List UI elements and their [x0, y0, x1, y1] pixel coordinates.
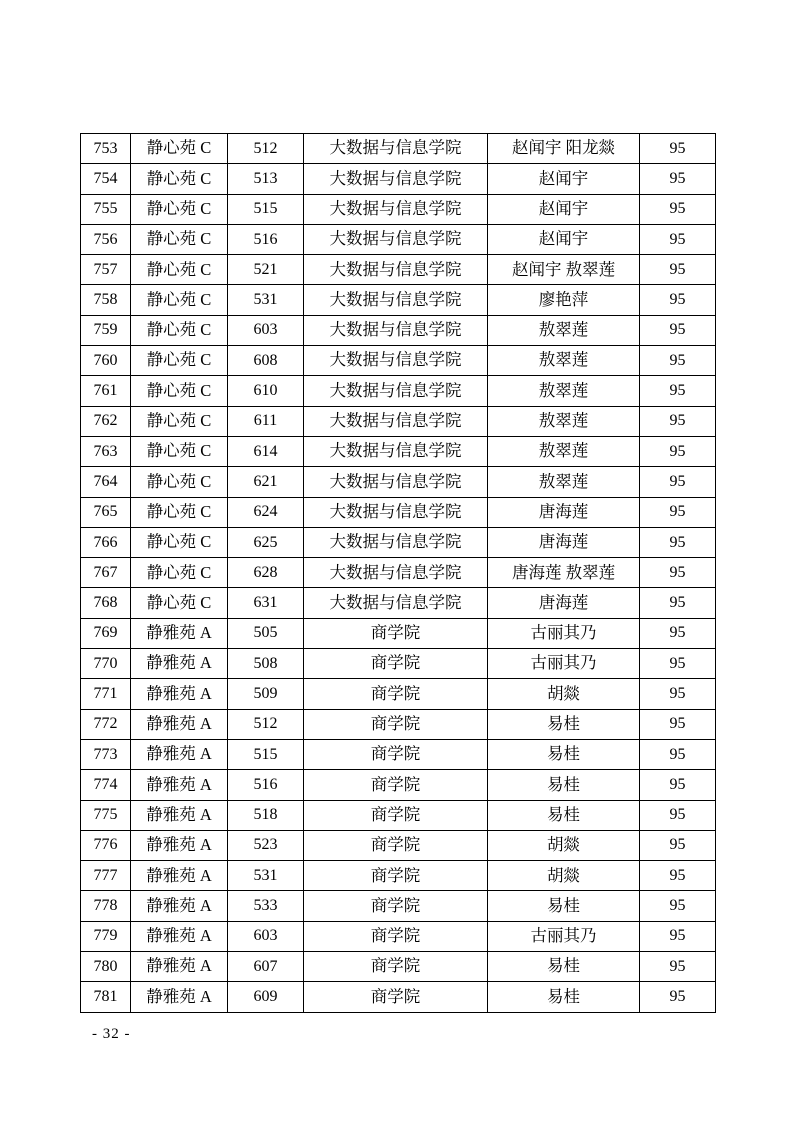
building-cell: 静心苑 C	[131, 406, 228, 436]
responsible-person-cell: 敖翠莲	[488, 346, 640, 376]
responsible-person-cell: 赵闻宇 阳龙燚	[488, 134, 640, 164]
building-cell: 静心苑 C	[131, 164, 228, 194]
building-cell: 静雅苑 A	[131, 709, 228, 739]
responsible-person-cell: 古丽其乃	[488, 649, 640, 679]
room-number-cell: 603	[228, 315, 304, 345]
building-cell: 静雅苑 A	[131, 679, 228, 709]
room-number-cell: 523	[228, 830, 304, 860]
room-number-cell: 608	[228, 346, 304, 376]
score-cell: 95	[640, 618, 716, 648]
responsible-person-cell: 赵闻宇 敖翠莲	[488, 255, 640, 285]
room-number-cell: 509	[228, 679, 304, 709]
room-number-cell: 515	[228, 194, 304, 224]
college-cell: 大数据与信息学院	[304, 315, 488, 345]
score-cell: 95	[640, 406, 716, 436]
building-cell: 静心苑 C	[131, 224, 228, 254]
college-cell: 大数据与信息学院	[304, 285, 488, 315]
row-number-cell: 777	[81, 861, 131, 891]
college-cell: 商学院	[304, 739, 488, 769]
score-cell: 95	[640, 982, 716, 1012]
score-cell: 95	[640, 315, 716, 345]
room-number-cell: 631	[228, 588, 304, 618]
table-row	[81, 315, 716, 345]
dormitory-score-table	[80, 133, 716, 1013]
room-number-cell: 515	[228, 739, 304, 769]
row-number-cell: 759	[81, 315, 131, 345]
responsible-person-cell: 胡燚	[488, 679, 640, 709]
table-row	[81, 952, 716, 982]
table-row	[81, 618, 716, 648]
responsible-person-cell: 敖翠莲	[488, 376, 640, 406]
score-cell: 95	[640, 588, 716, 618]
score-cell: 95	[640, 679, 716, 709]
college-cell: 大数据与信息学院	[304, 255, 488, 285]
row-number-cell: 776	[81, 830, 131, 860]
row-number-cell: 772	[81, 709, 131, 739]
building-cell: 静雅苑 A	[131, 770, 228, 800]
room-number-cell: 531	[228, 285, 304, 315]
college-cell: 商学院	[304, 800, 488, 830]
college-cell: 商学院	[304, 709, 488, 739]
room-number-cell: 609	[228, 982, 304, 1012]
table-row	[81, 739, 716, 769]
building-cell: 静心苑 C	[131, 436, 228, 466]
room-number-cell: 513	[228, 164, 304, 194]
room-number-cell: 512	[228, 709, 304, 739]
row-number-cell: 779	[81, 921, 131, 951]
college-cell: 大数据与信息学院	[304, 558, 488, 588]
table-row	[81, 527, 716, 557]
row-number-cell: 765	[81, 497, 131, 527]
row-number-cell: 768	[81, 588, 131, 618]
building-cell: 静雅苑 A	[131, 952, 228, 982]
row-number-cell: 767	[81, 558, 131, 588]
score-cell: 95	[640, 558, 716, 588]
table-body	[81, 134, 716, 1013]
responsible-person-cell: 易桂	[488, 891, 640, 921]
room-number-cell: 512	[228, 134, 304, 164]
building-cell: 静雅苑 A	[131, 800, 228, 830]
score-cell: 95	[640, 709, 716, 739]
college-cell: 大数据与信息学院	[304, 224, 488, 254]
college-cell: 商学院	[304, 679, 488, 709]
score-cell: 95	[640, 436, 716, 466]
responsible-person-cell: 易桂	[488, 739, 640, 769]
table-row	[81, 709, 716, 739]
responsible-person-cell: 唐海莲 敖翠莲	[488, 558, 640, 588]
table-row	[81, 679, 716, 709]
row-number-cell: 758	[81, 285, 131, 315]
table-row	[81, 830, 716, 860]
row-number-cell: 753	[81, 134, 131, 164]
college-cell: 商学院	[304, 921, 488, 951]
college-cell: 大数据与信息学院	[304, 527, 488, 557]
table-row	[81, 770, 716, 800]
row-number-cell: 769	[81, 618, 131, 648]
score-cell: 95	[640, 164, 716, 194]
table-row	[81, 649, 716, 679]
room-number-cell: 603	[228, 921, 304, 951]
building-cell: 静心苑 C	[131, 527, 228, 557]
responsible-person-cell: 唐海莲	[488, 497, 640, 527]
row-number-cell: 761	[81, 376, 131, 406]
score-cell: 95	[640, 649, 716, 679]
college-cell: 大数据与信息学院	[304, 164, 488, 194]
row-number-cell: 764	[81, 467, 131, 497]
score-cell: 95	[640, 194, 716, 224]
table-row	[81, 224, 716, 254]
row-number-cell: 773	[81, 739, 131, 769]
responsible-person-cell: 敖翠莲	[488, 467, 640, 497]
score-cell: 95	[640, 224, 716, 254]
room-number-cell: 621	[228, 467, 304, 497]
building-cell: 静心苑 C	[131, 588, 228, 618]
room-number-cell: 516	[228, 224, 304, 254]
table-row	[81, 588, 716, 618]
row-number-cell: 754	[81, 164, 131, 194]
responsible-person-cell: 易桂	[488, 709, 640, 739]
table-row	[81, 497, 716, 527]
building-cell: 静雅苑 A	[131, 830, 228, 860]
responsible-person-cell: 易桂	[488, 982, 640, 1012]
table-row	[81, 891, 716, 921]
building-cell: 静雅苑 A	[131, 921, 228, 951]
score-cell: 95	[640, 891, 716, 921]
responsible-person-cell: 易桂	[488, 800, 640, 830]
score-cell: 95	[640, 830, 716, 860]
room-number-cell: 505	[228, 618, 304, 648]
responsible-person-cell: 敖翠莲	[488, 436, 640, 466]
building-cell: 静心苑 C	[131, 255, 228, 285]
score-cell: 95	[640, 285, 716, 315]
score-cell: 95	[640, 497, 716, 527]
table-row	[81, 255, 716, 285]
college-cell: 大数据与信息学院	[304, 376, 488, 406]
table-row	[81, 982, 716, 1012]
score-cell: 95	[640, 800, 716, 830]
building-cell: 静心苑 C	[131, 134, 228, 164]
room-number-cell: 611	[228, 406, 304, 436]
room-number-cell: 508	[228, 649, 304, 679]
score-cell: 95	[640, 527, 716, 557]
college-cell: 商学院	[304, 952, 488, 982]
room-number-cell: 628	[228, 558, 304, 588]
score-cell: 95	[640, 376, 716, 406]
responsible-person-cell: 敖翠莲	[488, 406, 640, 436]
college-cell: 大数据与信息学院	[304, 436, 488, 466]
row-number-cell: 770	[81, 649, 131, 679]
row-number-cell: 760	[81, 346, 131, 376]
building-cell: 静心苑 C	[131, 194, 228, 224]
responsible-person-cell: 敖翠莲	[488, 315, 640, 345]
college-cell: 大数据与信息学院	[304, 346, 488, 376]
row-number-cell: 756	[81, 224, 131, 254]
room-number-cell: 610	[228, 376, 304, 406]
score-cell: 95	[640, 770, 716, 800]
building-cell: 静心苑 C	[131, 497, 228, 527]
responsible-person-cell: 赵闻宇	[488, 164, 640, 194]
score-cell: 95	[640, 861, 716, 891]
college-cell: 商学院	[304, 649, 488, 679]
row-number-cell: 781	[81, 982, 131, 1012]
building-cell: 静雅苑 A	[131, 861, 228, 891]
table-row	[81, 800, 716, 830]
row-number-cell: 771	[81, 679, 131, 709]
room-number-cell: 614	[228, 436, 304, 466]
score-cell: 95	[640, 952, 716, 982]
responsible-person-cell: 易桂	[488, 770, 640, 800]
row-number-cell: 763	[81, 436, 131, 466]
building-cell: 静雅苑 A	[131, 618, 228, 648]
college-cell: 大数据与信息学院	[304, 497, 488, 527]
responsible-person-cell: 易桂	[488, 952, 640, 982]
building-cell: 静心苑 C	[131, 285, 228, 315]
responsible-person-cell: 古丽其乃	[488, 921, 640, 951]
responsible-person-cell: 赵闻宇	[488, 224, 640, 254]
score-cell: 95	[640, 134, 716, 164]
table-row	[81, 921, 716, 951]
page-number: - 32 -	[92, 1026, 131, 1042]
room-number-cell: 521	[228, 255, 304, 285]
row-number-cell: 757	[81, 255, 131, 285]
responsible-person-cell: 古丽其乃	[488, 618, 640, 648]
room-number-cell: 625	[228, 527, 304, 557]
score-cell: 95	[640, 739, 716, 769]
table-row	[81, 467, 716, 497]
room-number-cell: 607	[228, 952, 304, 982]
building-cell: 静雅苑 A	[131, 649, 228, 679]
score-cell: 95	[640, 255, 716, 285]
score-cell: 95	[640, 467, 716, 497]
college-cell: 商学院	[304, 861, 488, 891]
responsible-person-cell: 胡燚	[488, 861, 640, 891]
college-cell: 商学院	[304, 618, 488, 648]
table-row	[81, 194, 716, 224]
building-cell: 静雅苑 A	[131, 739, 228, 769]
responsible-person-cell: 唐海莲	[488, 588, 640, 618]
room-number-cell: 516	[228, 770, 304, 800]
college-cell: 大数据与信息学院	[304, 194, 488, 224]
score-cell: 95	[640, 921, 716, 951]
row-number-cell: 774	[81, 770, 131, 800]
college-cell: 商学院	[304, 982, 488, 1012]
table-row	[81, 346, 716, 376]
building-cell: 静雅苑 A	[131, 982, 228, 1012]
college-cell: 商学院	[304, 830, 488, 860]
college-cell: 大数据与信息学院	[304, 588, 488, 618]
row-number-cell: 775	[81, 800, 131, 830]
table-row	[81, 558, 716, 588]
college-cell: 商学院	[304, 891, 488, 921]
row-number-cell: 755	[81, 194, 131, 224]
room-number-cell: 533	[228, 891, 304, 921]
college-cell: 大数据与信息学院	[304, 406, 488, 436]
row-number-cell: 766	[81, 527, 131, 557]
room-number-cell: 518	[228, 800, 304, 830]
building-cell: 静心苑 C	[131, 315, 228, 345]
table-row	[81, 861, 716, 891]
building-cell: 静心苑 C	[131, 558, 228, 588]
table-row	[81, 376, 716, 406]
table-row	[81, 436, 716, 466]
college-cell: 大数据与信息学院	[304, 134, 488, 164]
table-row	[81, 406, 716, 436]
room-number-cell: 624	[228, 497, 304, 527]
responsible-person-cell: 廖艳萍	[488, 285, 640, 315]
score-cell: 95	[640, 346, 716, 376]
row-number-cell: 780	[81, 952, 131, 982]
building-cell: 静心苑 C	[131, 376, 228, 406]
college-cell: 商学院	[304, 770, 488, 800]
table-row	[81, 164, 716, 194]
row-number-cell: 762	[81, 406, 131, 436]
building-cell: 静心苑 C	[131, 346, 228, 376]
room-number-cell: 531	[228, 861, 304, 891]
building-cell: 静心苑 C	[131, 467, 228, 497]
college-cell: 大数据与信息学院	[304, 467, 488, 497]
building-cell: 静雅苑 A	[131, 891, 228, 921]
responsible-person-cell: 唐海莲	[488, 527, 640, 557]
row-number-cell: 778	[81, 891, 131, 921]
table-row	[81, 134, 716, 164]
responsible-person-cell: 赵闻宇	[488, 194, 640, 224]
responsible-person-cell: 胡燚	[488, 830, 640, 860]
table-row	[81, 285, 716, 315]
